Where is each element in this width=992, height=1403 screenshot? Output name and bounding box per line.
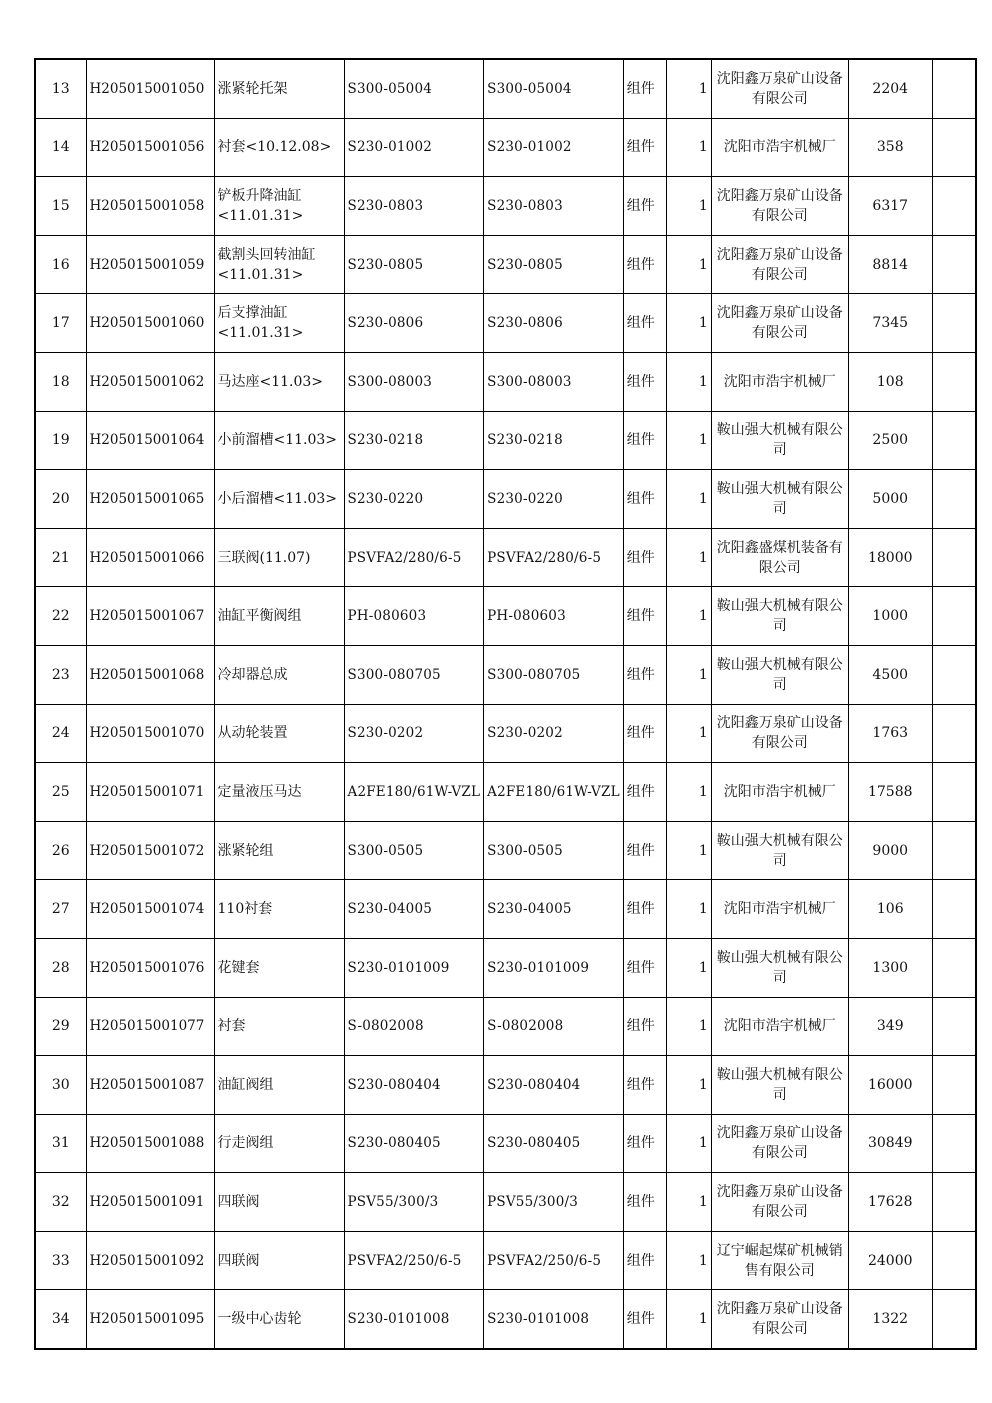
spec-number-cell: S230-0805: [484, 235, 624, 294]
blank-cell: [932, 177, 976, 236]
spec-number-cell: PH-080603: [484, 587, 624, 646]
model-number-cell: S-0802008: [344, 997, 484, 1056]
table-row: [35, 997, 976, 1056]
model-number-cell: S230-0805: [344, 235, 484, 294]
part-name-cell: 三联阀(11.07): [214, 528, 344, 587]
unit-cell: 组件: [623, 1114, 666, 1173]
price-cell: 1322: [848, 1290, 932, 1349]
parts-table: [34, 58, 977, 1350]
supplier-cell: 鞍山强大机械有限公司: [711, 1056, 848, 1115]
unit-cell: 组件: [623, 294, 666, 353]
table-row: [35, 763, 976, 822]
part-name-cell: 油缸平衡阀组: [214, 587, 344, 646]
spec-number-cell: S300-0505: [484, 821, 624, 880]
supplier-cell: 沈阳鑫万泉矿山设备有限公司: [711, 59, 848, 118]
material-code-cell: H205015001092: [86, 1231, 214, 1290]
quantity-cell: 1: [666, 528, 711, 587]
blank-cell: [932, 821, 976, 880]
price-cell: 24000: [848, 1231, 932, 1290]
table-body: [35, 59, 976, 1349]
quantity-cell: 1: [666, 1231, 711, 1290]
quantity-cell: 1: [666, 177, 711, 236]
spec-number-cell: S230-0202: [484, 704, 624, 763]
blank-cell: [932, 763, 976, 822]
row-index-cell: 23: [35, 645, 86, 704]
table-row: [35, 411, 976, 470]
table-row: [35, 118, 976, 177]
quantity-cell: 1: [666, 294, 711, 353]
blank-cell: [932, 1056, 976, 1115]
supplier-cell: 沈阳鑫万泉矿山设备有限公司: [711, 1290, 848, 1349]
part-name-cell: 小后溜槽<11.03>: [214, 470, 344, 529]
blank-cell: [932, 1173, 976, 1232]
material-code-cell: H205015001095: [86, 1290, 214, 1349]
row-index-cell: 17: [35, 294, 86, 353]
row-index-cell: 25: [35, 763, 86, 822]
unit-cell: 组件: [623, 704, 666, 763]
model-number-cell: S300-0505: [344, 821, 484, 880]
spec-number-cell: PSV55/300/3: [484, 1173, 624, 1232]
row-index-cell: 34: [35, 1290, 86, 1349]
spec-number-cell: S230-0220: [484, 470, 624, 529]
price-cell: 7345: [848, 294, 932, 353]
supplier-cell: 鞍山强大机械有限公司: [711, 470, 848, 529]
part-name-cell: 后支撑油缸<11.01.31>: [214, 294, 344, 353]
part-name-cell: 四联阀: [214, 1173, 344, 1232]
row-index-cell: 21: [35, 528, 86, 587]
row-index-cell: 24: [35, 704, 86, 763]
table-row: [35, 1290, 976, 1349]
model-number-cell: A2FE180/61W-VZL: [344, 763, 484, 822]
model-number-cell: S230-01002: [344, 118, 484, 177]
row-index-cell: 30: [35, 1056, 86, 1115]
spec-number-cell: S230-0101008: [484, 1290, 624, 1349]
table-row: [35, 235, 976, 294]
supplier-cell: 沈阳鑫万泉矿山设备有限公司: [711, 177, 848, 236]
row-index-cell: 33: [35, 1231, 86, 1290]
part-name-cell: 四联阀: [214, 1231, 344, 1290]
quantity-cell: 1: [666, 1173, 711, 1232]
price-cell: 2500: [848, 411, 932, 470]
row-index-cell: 16: [35, 235, 86, 294]
quantity-cell: 1: [666, 352, 711, 411]
price-cell: 1300: [848, 938, 932, 997]
material-code-cell: H205015001059: [86, 235, 214, 294]
material-code-cell: H205015001088: [86, 1114, 214, 1173]
blank-cell: [932, 704, 976, 763]
unit-cell: 组件: [623, 1290, 666, 1349]
material-code-cell: H205015001050: [86, 59, 214, 118]
part-name-cell: 马达座<11.03>: [214, 352, 344, 411]
blank-cell: [932, 59, 976, 118]
row-index-cell: 13: [35, 59, 86, 118]
blank-cell: [932, 587, 976, 646]
quantity-cell: 1: [666, 587, 711, 646]
price-cell: 2204: [848, 59, 932, 118]
row-index-cell: 29: [35, 997, 86, 1056]
table-row: [35, 1173, 976, 1232]
table-row: [35, 528, 976, 587]
material-code-cell: H205015001074: [86, 880, 214, 939]
table-row: [35, 645, 976, 704]
row-index-cell: 26: [35, 821, 86, 880]
model-number-cell: PSVFA2/250/6-5: [344, 1231, 484, 1290]
table-row: [35, 704, 976, 763]
unit-cell: 组件: [623, 59, 666, 118]
quantity-cell: 1: [666, 1114, 711, 1173]
blank-cell: [932, 880, 976, 939]
spec-number-cell: S230-0218: [484, 411, 624, 470]
spec-number-cell: S230-0803: [484, 177, 624, 236]
spec-number-cell: S300-05004: [484, 59, 624, 118]
part-name-cell: 一级中心齿轮: [214, 1290, 344, 1349]
price-cell: 1763: [848, 704, 932, 763]
model-number-cell: S230-0220: [344, 470, 484, 529]
quantity-cell: 1: [666, 235, 711, 294]
quantity-cell: 1: [666, 1056, 711, 1115]
blank-cell: [932, 528, 976, 587]
price-cell: 6317: [848, 177, 932, 236]
table-row: [35, 821, 976, 880]
material-code-cell: H205015001065: [86, 470, 214, 529]
price-cell: 17588: [848, 763, 932, 822]
model-number-cell: PSV55/300/3: [344, 1173, 484, 1232]
unit-cell: 组件: [623, 352, 666, 411]
spec-number-cell: A2FE180/61W-VZL: [484, 763, 624, 822]
material-code-cell: H205015001072: [86, 821, 214, 880]
row-index-cell: 20: [35, 470, 86, 529]
spec-number-cell: S230-080405: [484, 1114, 624, 1173]
row-index-cell: 19: [35, 411, 86, 470]
unit-cell: 组件: [623, 821, 666, 880]
material-code-cell: H205015001076: [86, 938, 214, 997]
spec-number-cell: PSVFA2/250/6-5: [484, 1231, 624, 1290]
supplier-cell: 沈阳鑫万泉矿山设备有限公司: [711, 1114, 848, 1173]
part-name-cell: 定量液压马达: [214, 763, 344, 822]
part-name-cell: 小前溜槽<11.03>: [214, 411, 344, 470]
spec-number-cell: S230-080404: [484, 1056, 624, 1115]
price-cell: 108: [848, 352, 932, 411]
unit-cell: 组件: [623, 938, 666, 997]
row-index-cell: 22: [35, 587, 86, 646]
row-index-cell: 32: [35, 1173, 86, 1232]
model-number-cell: S300-08003: [344, 352, 484, 411]
supplier-cell: 辽宁崛起煤矿机械销售有限公司: [711, 1231, 848, 1290]
material-code-cell: H205015001062: [86, 352, 214, 411]
material-code-cell: H205015001087: [86, 1056, 214, 1115]
table-row: [35, 880, 976, 939]
table-row: [35, 470, 976, 529]
material-code-cell: H205015001070: [86, 704, 214, 763]
blank-cell: [932, 938, 976, 997]
supplier-cell: 鞍山强大机械有限公司: [711, 587, 848, 646]
row-index-cell: 15: [35, 177, 86, 236]
model-number-cell: S230-04005: [344, 880, 484, 939]
price-cell: 17628: [848, 1173, 932, 1232]
quantity-cell: 1: [666, 821, 711, 880]
price-cell: 30849: [848, 1114, 932, 1173]
supplier-cell: 鞍山强大机械有限公司: [711, 411, 848, 470]
supplier-cell: 沈阳鑫万泉矿山设备有限公司: [711, 294, 848, 353]
blank-cell: [932, 1231, 976, 1290]
row-index-cell: 28: [35, 938, 86, 997]
supplier-cell: 沈阳市浩宇机械厂: [711, 118, 848, 177]
spec-number-cell: S230-0806: [484, 294, 624, 353]
quantity-cell: 1: [666, 763, 711, 822]
table-row: [35, 294, 976, 353]
part-name-cell: 油缸阀组: [214, 1056, 344, 1115]
blank-cell: [932, 235, 976, 294]
model-number-cell: S230-0218: [344, 411, 484, 470]
part-name-cell: 110衬套: [214, 880, 344, 939]
part-name-cell: 花键套: [214, 938, 344, 997]
unit-cell: 组件: [623, 1056, 666, 1115]
part-name-cell: 衬套<10.12.08>: [214, 118, 344, 177]
supplier-cell: 鞍山强大机械有限公司: [711, 938, 848, 997]
model-number-cell: S230-080405: [344, 1114, 484, 1173]
part-name-cell: 衬套: [214, 997, 344, 1056]
price-cell: 8814: [848, 235, 932, 294]
material-code-cell: H205015001064: [86, 411, 214, 470]
supplier-cell: 沈阳鑫万泉矿山设备有限公司: [711, 704, 848, 763]
blank-cell: [932, 1290, 976, 1349]
supplier-cell: 沈阳市浩宇机械厂: [711, 880, 848, 939]
blank-cell: [932, 470, 976, 529]
part-name-cell: 行走阀组: [214, 1114, 344, 1173]
material-code-cell: H205015001066: [86, 528, 214, 587]
quantity-cell: 1: [666, 645, 711, 704]
quantity-cell: 1: [666, 880, 711, 939]
unit-cell: 组件: [623, 880, 666, 939]
quantity-cell: 1: [666, 118, 711, 177]
table-row: [35, 587, 976, 646]
supplier-cell: 沈阳鑫万泉矿山设备有限公司: [711, 235, 848, 294]
unit-cell: 组件: [623, 118, 666, 177]
unit-cell: 组件: [623, 411, 666, 470]
supplier-cell: 鞍山强大机械有限公司: [711, 821, 848, 880]
unit-cell: 组件: [623, 763, 666, 822]
material-code-cell: H205015001067: [86, 587, 214, 646]
model-number-cell: S230-0101009: [344, 938, 484, 997]
unit-cell: 组件: [623, 645, 666, 704]
material-code-cell: H205015001058: [86, 177, 214, 236]
unit-cell: 组件: [623, 235, 666, 294]
supplier-cell: 沈阳鑫万泉矿山设备有限公司: [711, 1173, 848, 1232]
row-index-cell: 18: [35, 352, 86, 411]
part-name-cell: 铲板升降油缸<11.01.31>: [214, 177, 344, 236]
quantity-cell: 1: [666, 938, 711, 997]
price-cell: 358: [848, 118, 932, 177]
quantity-cell: 1: [666, 470, 711, 529]
row-index-cell: 27: [35, 880, 86, 939]
price-cell: 16000: [848, 1056, 932, 1115]
model-number-cell: PH-080603: [344, 587, 484, 646]
price-cell: 4500: [848, 645, 932, 704]
table-row: [35, 1056, 976, 1115]
blank-cell: [932, 997, 976, 1056]
price-cell: 349: [848, 997, 932, 1056]
blank-cell: [932, 294, 976, 353]
supplier-cell: 沈阳鑫盛煤机装备有限公司: [711, 528, 848, 587]
unit-cell: 组件: [623, 997, 666, 1056]
material-code-cell: H205015001068: [86, 645, 214, 704]
spec-number-cell: S300-08003: [484, 352, 624, 411]
material-code-cell: H205015001056: [86, 118, 214, 177]
spec-number-cell: PSVFA2/280/6-5: [484, 528, 624, 587]
price-cell: 9000: [848, 821, 932, 880]
quantity-cell: 1: [666, 704, 711, 763]
table-row: [35, 177, 976, 236]
spec-number-cell: S230-01002: [484, 118, 624, 177]
price-cell: 18000: [848, 528, 932, 587]
model-number-cell: S230-0202: [344, 704, 484, 763]
unit-cell: 组件: [623, 1173, 666, 1232]
supplier-cell: 沈阳市浩宇机械厂: [711, 997, 848, 1056]
spec-number-cell: S-0802008: [484, 997, 624, 1056]
price-cell: 106: [848, 880, 932, 939]
material-code-cell: H205015001060: [86, 294, 214, 353]
table-row: [35, 1114, 976, 1173]
blank-cell: [932, 645, 976, 704]
part-name-cell: 涨紧轮组: [214, 821, 344, 880]
spec-number-cell: S230-04005: [484, 880, 624, 939]
material-code-cell: H205015001077: [86, 997, 214, 1056]
quantity-cell: 1: [666, 59, 711, 118]
material-code-cell: H205015001091: [86, 1173, 214, 1232]
part-name-cell: 从动轮装置: [214, 704, 344, 763]
table-row: [35, 59, 976, 118]
supplier-cell: 鞍山强大机械有限公司: [711, 645, 848, 704]
row-index-cell: 14: [35, 118, 86, 177]
model-number-cell: S300-05004: [344, 59, 484, 118]
quantity-cell: 1: [666, 411, 711, 470]
material-code-cell: H205015001071: [86, 763, 214, 822]
model-number-cell: S300-080705: [344, 645, 484, 704]
price-cell: 5000: [848, 470, 932, 529]
unit-cell: 组件: [623, 470, 666, 529]
unit-cell: 组件: [623, 528, 666, 587]
supplier-cell: 沈阳市浩宇机械厂: [711, 763, 848, 822]
model-number-cell: S230-0101008: [344, 1290, 484, 1349]
table-row: [35, 1231, 976, 1290]
blank-cell: [932, 1114, 976, 1173]
part-name-cell: 涨紧轮托架: [214, 59, 344, 118]
table-row: [35, 938, 976, 997]
part-name-cell: 截割头回转油缸<11.01.31>: [214, 235, 344, 294]
model-number-cell: PSVFA2/280/6-5: [344, 528, 484, 587]
row-index-cell: 31: [35, 1114, 86, 1173]
part-name-cell: 冷却器总成: [214, 645, 344, 704]
price-cell: 1000: [848, 587, 932, 646]
model-number-cell: S230-0806: [344, 294, 484, 353]
model-number-cell: S230-0803: [344, 177, 484, 236]
unit-cell: 组件: [623, 1231, 666, 1290]
unit-cell: 组件: [623, 177, 666, 236]
blank-cell: [932, 352, 976, 411]
supplier-cell: 沈阳市浩宇机械厂: [711, 352, 848, 411]
unit-cell: 组件: [623, 587, 666, 646]
spec-number-cell: S230-0101009: [484, 938, 624, 997]
blank-cell: [932, 411, 976, 470]
quantity-cell: 1: [666, 997, 711, 1056]
blank-cell: [932, 118, 976, 177]
spec-number-cell: S300-080705: [484, 645, 624, 704]
quantity-cell: 1: [666, 1290, 711, 1349]
table-row: [35, 352, 976, 411]
model-number-cell: S230-080404: [344, 1056, 484, 1115]
